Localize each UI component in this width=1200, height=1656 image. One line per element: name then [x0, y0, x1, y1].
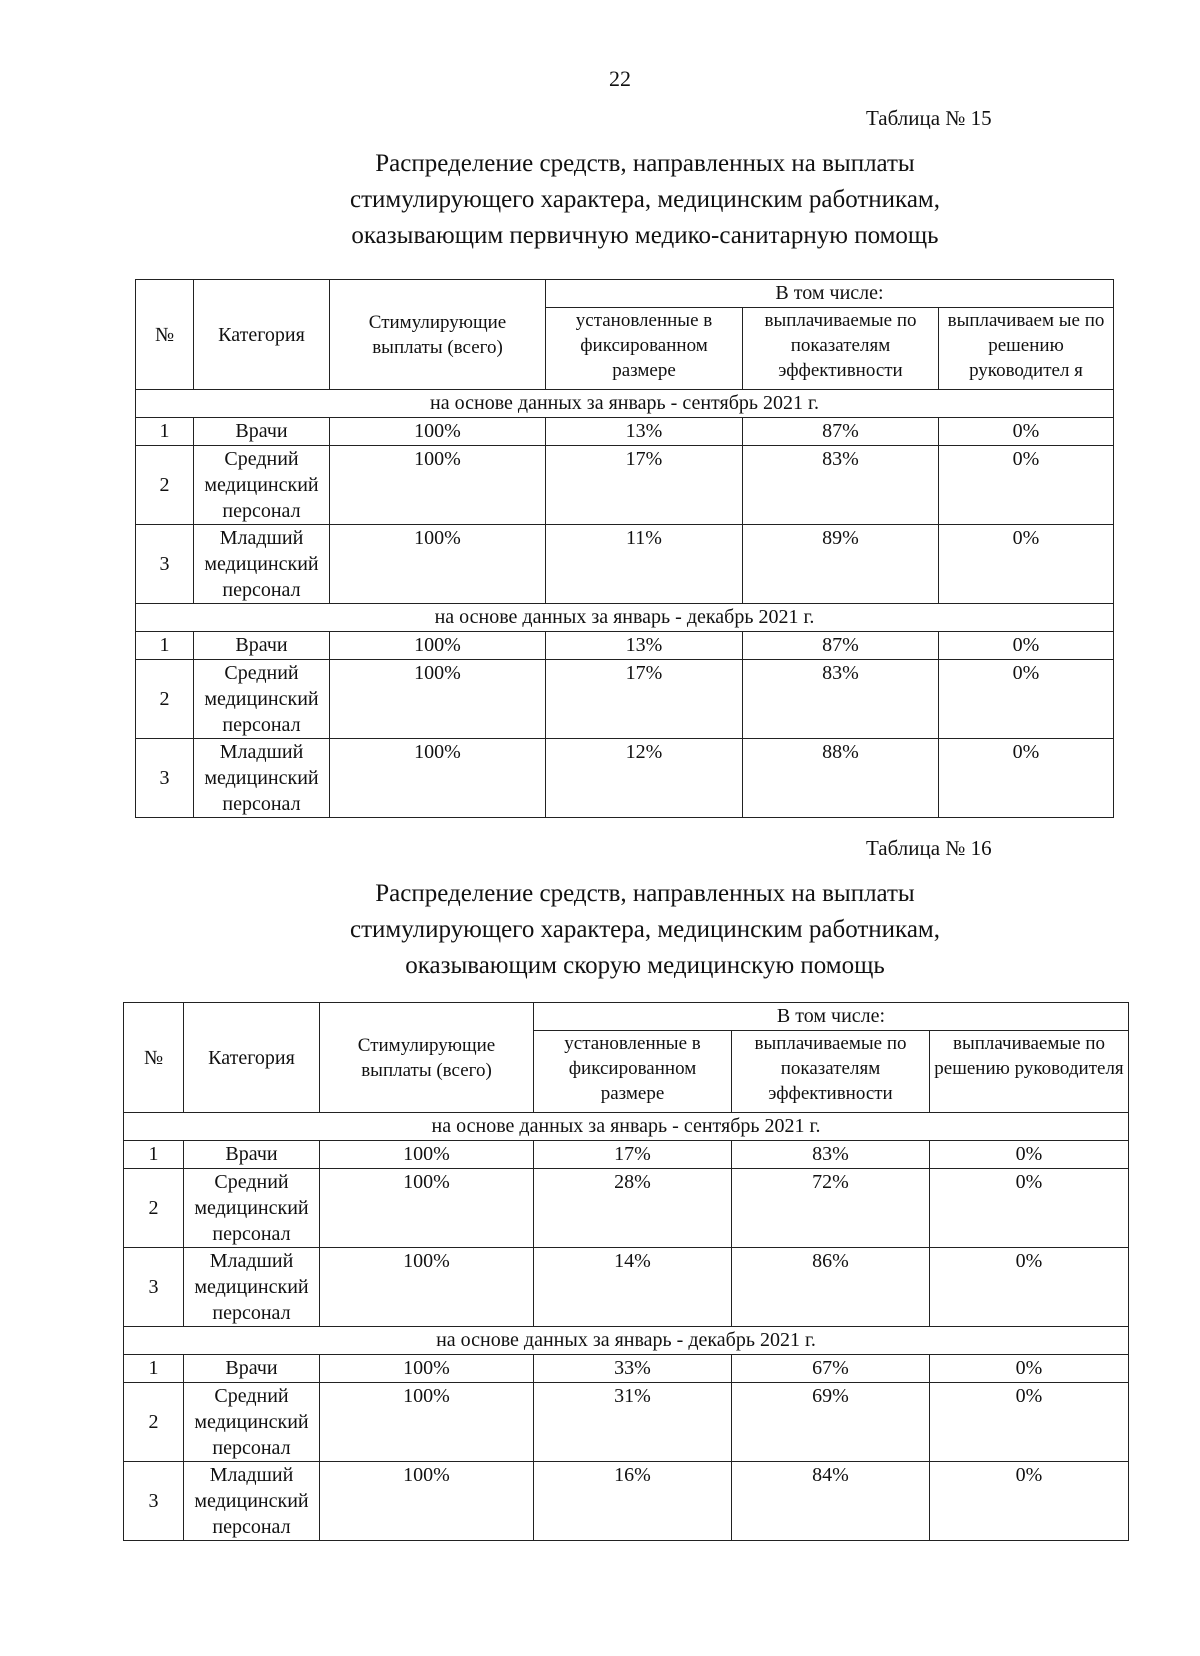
header-manager: выплачиваем ые по решению руководител я [939, 308, 1114, 390]
cell-efficiency: 67% [732, 1355, 930, 1383]
cell-efficiency: 87% [743, 418, 939, 446]
section-title: на основе данных за январь - сентябрь 2021 г. [136, 390, 1114, 418]
cell-efficiency: 72% [732, 1169, 930, 1248]
cell-num: 1 [136, 418, 194, 446]
cell-efficiency: 89% [743, 525, 939, 604]
cell-fixed: 31% [534, 1383, 732, 1462]
table-row [124, 1355, 1129, 1383]
table-title-line: стимулирующего характера, медицинским работникам, [350, 916, 940, 943]
cell-manager: 0% [939, 739, 1114, 818]
cell-num: 2 [124, 1383, 184, 1462]
cell-fixed: 11% [546, 525, 743, 604]
table-title [0, 146, 1200, 254]
cell-num: 1 [136, 632, 194, 660]
header-including: В том числе: [546, 280, 1114, 308]
cell-num: 1 [124, 1141, 184, 1169]
header-category: Категория [184, 1003, 320, 1113]
cell-efficiency: 83% [743, 446, 939, 525]
header-num: № [136, 280, 194, 390]
cell-num: 3 [124, 1248, 184, 1327]
cell-total: 100% [330, 418, 546, 446]
cell-num: 3 [136, 739, 194, 818]
cell-total: 100% [330, 632, 546, 660]
header-fixed: установленные в фиксированном размере [534, 1031, 732, 1113]
cell-manager: 0% [939, 446, 1114, 525]
cell-category: Врачи [194, 418, 330, 446]
table-row [124, 1169, 1129, 1248]
table-label: Таблица № 16 [866, 836, 992, 860]
cell-manager: 0% [930, 1141, 1129, 1169]
cell-efficiency: 88% [743, 739, 939, 818]
section-title: на основе данных за январь - декабрь 2021 г. [136, 604, 1114, 632]
cell-total: 100% [330, 446, 546, 525]
table-title-line: оказывающим скорую медицинскую помощь [405, 952, 885, 979]
table-title-line: Распределение средств, направленных на выплаты [375, 880, 915, 907]
cell-num: 2 [136, 446, 194, 525]
cell-total: 100% [320, 1383, 534, 1462]
cell-total: 100% [320, 1141, 534, 1169]
table-title-line: Распределение средств, направленных на выплаты [375, 150, 915, 177]
table-row [136, 739, 1114, 818]
cell-total: 100% [330, 525, 546, 604]
cell-num: 3 [124, 1462, 184, 1541]
cell-fixed: 17% [534, 1141, 732, 1169]
cell-total: 100% [320, 1169, 534, 1248]
cell-num: 2 [124, 1169, 184, 1248]
cell-efficiency: 86% [732, 1248, 930, 1327]
header-total: Стимулирующие выплаты (всего) [320, 1003, 534, 1113]
header-total: Стимулирующие выплаты (всего) [330, 280, 546, 390]
cell-total: 100% [320, 1462, 534, 1541]
cell-fixed: 13% [546, 418, 743, 446]
cell-category: Младший медицинский персонал [194, 525, 330, 604]
table-row [124, 1248, 1129, 1327]
cell-efficiency: 83% [743, 660, 939, 739]
cell-fixed: 17% [546, 660, 743, 739]
header-fixed: установленные в фиксированном размере [546, 308, 743, 390]
cell-num: 3 [136, 525, 194, 604]
table-row [136, 525, 1114, 604]
cell-category: Младший медицинский персонал [184, 1462, 320, 1541]
header-num: № [124, 1003, 184, 1113]
cell-total: 100% [330, 660, 546, 739]
header-efficiency: выплачиваемые по показателям эффективности [732, 1031, 930, 1113]
cell-fixed: 28% [534, 1169, 732, 1248]
table-row [124, 1383, 1129, 1462]
cell-manager: 0% [939, 660, 1114, 739]
table-title-line: оказывающим первичную медико-санитарную помощь [351, 222, 939, 249]
table-row [136, 632, 1114, 660]
cell-manager: 0% [930, 1248, 1129, 1327]
cell-manager: 0% [930, 1462, 1129, 1541]
cell-efficiency: 87% [743, 632, 939, 660]
table-row [136, 446, 1114, 525]
cell-fixed: 13% [546, 632, 743, 660]
cell-category: Средний медицинский персонал [194, 660, 330, 739]
cell-efficiency: 83% [732, 1141, 930, 1169]
cell-efficiency: 69% [732, 1383, 930, 1462]
cell-fixed: 12% [546, 739, 743, 818]
header-manager: выплачиваемые по решению руководителя [930, 1031, 1129, 1113]
cell-category: Младший медицинский персонал [194, 739, 330, 818]
cell-category: Врачи [194, 632, 330, 660]
cell-category: Врачи [184, 1141, 320, 1169]
cell-category: Врачи [184, 1355, 320, 1383]
section-title: на основе данных за январь - декабрь 2021 г. [124, 1327, 1129, 1355]
cell-category: Средний медицинский персонал [194, 446, 330, 525]
section-title: на основе данных за январь - сентябрь 2021 г. [124, 1113, 1129, 1141]
cell-category: Средний медицинский персонал [184, 1169, 320, 1248]
cell-efficiency: 84% [732, 1462, 930, 1541]
cell-manager: 0% [930, 1169, 1129, 1248]
table-row [136, 418, 1114, 446]
cell-fixed: 33% [534, 1355, 732, 1383]
data-table [123, 1002, 1129, 1541]
header-category: Категория [194, 280, 330, 390]
table-title-line: стимулирующего характера, медицинским работникам, [350, 186, 940, 213]
cell-category: Младший медицинский персонал [184, 1248, 320, 1327]
cell-total: 100% [330, 739, 546, 818]
cell-manager: 0% [939, 525, 1114, 604]
data-table [135, 279, 1114, 818]
header-efficiency: выплачиваемые по показателям эффективности [743, 308, 939, 390]
table-label: Таблица № 15 [866, 106, 992, 130]
cell-fixed: 16% [534, 1462, 732, 1541]
cell-total: 100% [320, 1248, 534, 1327]
table-title [0, 876, 1200, 984]
header-including: В том числе: [534, 1003, 1129, 1031]
table-row [124, 1141, 1129, 1169]
cell-fixed: 14% [534, 1248, 732, 1327]
cell-manager: 0% [939, 632, 1114, 660]
cell-manager: 0% [939, 418, 1114, 446]
cell-num: 1 [124, 1355, 184, 1383]
page-number: 22 [609, 66, 631, 91]
cell-total: 100% [320, 1355, 534, 1383]
table-row [124, 1462, 1129, 1541]
cell-manager: 0% [930, 1355, 1129, 1383]
cell-category: Средний медицинский персонал [184, 1383, 320, 1462]
table-row [136, 660, 1114, 739]
cell-manager: 0% [930, 1383, 1129, 1462]
cell-num: 2 [136, 660, 194, 739]
cell-fixed: 17% [546, 446, 743, 525]
